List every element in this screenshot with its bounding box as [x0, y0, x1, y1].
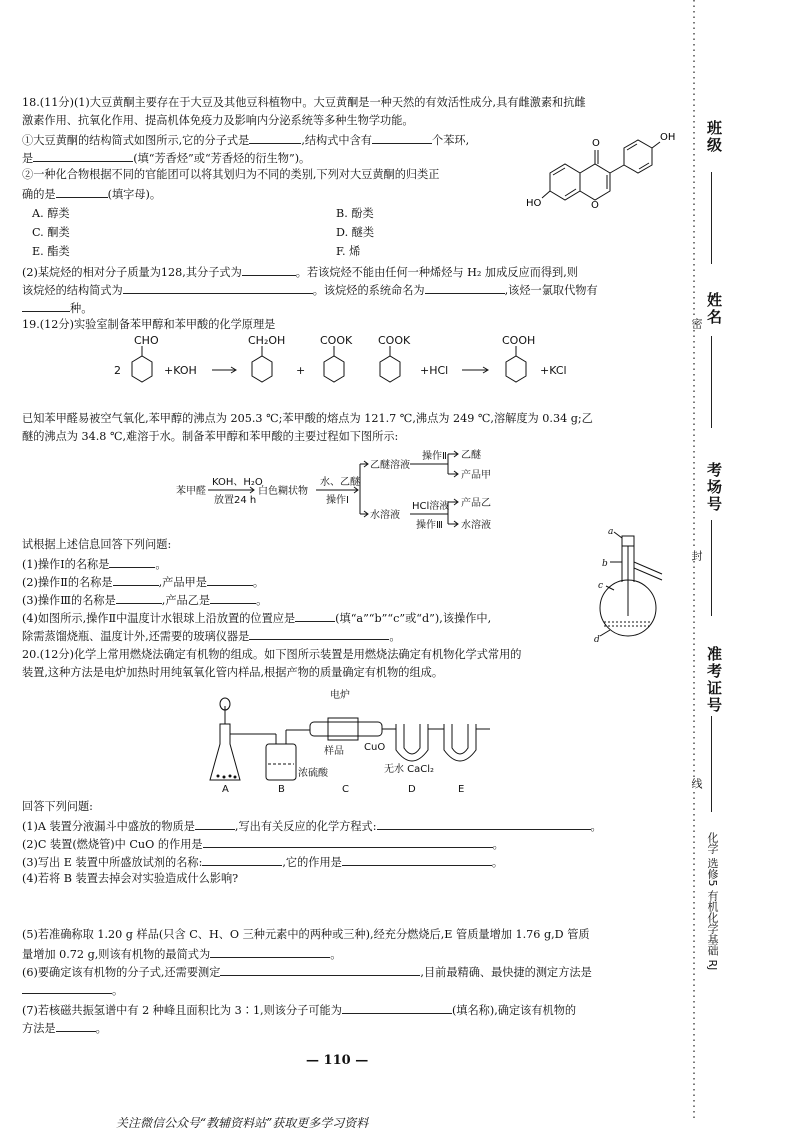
flow-ether: 乙醚	[461, 450, 481, 461]
side-seal-3: 线	[690, 778, 703, 789]
eq-plus: +	[296, 364, 306, 377]
q18-part2-line: ②一种化合物根据不同的官能团可以将其划归为不同的类别,下列对大豆黄酮的归类正	[22, 168, 440, 181]
flow-op3: 操作Ⅲ	[416, 520, 443, 531]
q19-blank-prod-b[interactable]	[210, 590, 256, 604]
q19-flow-chart	[176, 448, 536, 534]
q20-s7-end: 。	[95, 1022, 107, 1035]
app-label-c: C	[342, 784, 349, 795]
q18-blank-structure[interactable]	[123, 280, 313, 294]
q18-part3-line2	[22, 280, 598, 300]
q18-p2-text-c: (填字母)。	[107, 188, 162, 201]
side-room-line	[711, 520, 712, 616]
q19-s3-text-b: ,产品乙是	[161, 594, 211, 607]
q20-s1-end: 。	[590, 820, 602, 833]
q20-s7-line2	[22, 1018, 107, 1038]
struct-ho-label: HO	[526, 198, 542, 209]
struct-o-label: O	[592, 138, 600, 149]
flow-white-paste: 白色糊状物	[258, 486, 308, 497]
q20-s6-end: 。	[112, 984, 124, 997]
q18-option-e: E. 酯类	[32, 245, 70, 258]
q18-p3-text-f: 种。	[70, 302, 93, 315]
q20-s6-text-b: ,目前最精确、最快捷的测定方法是	[420, 966, 592, 979]
q18-blank-choice[interactable]	[56, 184, 108, 198]
side-room-label: 考场号	[705, 462, 723, 513]
flow-op1-bottom: 操作Ⅰ	[326, 495, 349, 506]
flask-label-d: d	[594, 635, 600, 645]
q19-blank-op2[interactable]	[113, 572, 159, 586]
q20-title-2: 装置,这种方法是电炉加热时用纯氧氧化管内样品,根据产物的质量确定有机物的组成。	[22, 666, 444, 679]
app-acid-label: 浓硫酸	[298, 768, 328, 779]
q19-title: 19.(12分)实验室制备苯甲醇和苯甲酸的化学原理是	[22, 318, 276, 331]
flow-water-solution: 水溶液	[370, 510, 400, 521]
binding-sidebar	[690, 0, 800, 1140]
flow-ether-solution: 乙醚溶液	[370, 460, 410, 471]
eq-koh: +KOH	[164, 364, 197, 377]
q18-p1-text-b: ,结构式中含有	[301, 134, 372, 147]
q19-s4-end: 。	[389, 630, 401, 643]
q18-p1-text-e: (填“芳香烃”或“芳香烃的衍生物”)。	[133, 152, 311, 165]
q19-blank-position[interactable]	[295, 608, 335, 622]
q20-s3-end: 。	[491, 856, 504, 869]
q18-p1-text-d: 是	[22, 152, 34, 165]
flow-hcl-solution: HCl溶液	[412, 501, 450, 512]
eq-cho: CHO	[134, 334, 159, 347]
app-furnace-label: 电炉	[330, 690, 350, 701]
q19-s2-text-b: ,产品甲是	[158, 576, 207, 589]
q20-s7	[22, 1000, 576, 1020]
q18-option-f: F. 烯	[336, 245, 361, 258]
q19-s1	[22, 554, 167, 574]
flow-water-solution-2: 水溶液	[461, 520, 491, 531]
q20-s3	[22, 852, 503, 872]
q19-s4-line2	[22, 626, 401, 646]
q18-blank-rings[interactable]	[372, 130, 432, 144]
struct-oh-label: OH	[660, 132, 676, 143]
footer-text: 关注微信公众号“教辅资料站”获取更多学习资料	[116, 1116, 369, 1130]
q18-intro-2: 激素作用、抗氧化作用、提高机体免疫力及影响内分泌系统等多种生物学功能。	[22, 114, 414, 127]
q19-s1-end: 。	[155, 558, 167, 571]
flow-op2: 操作Ⅱ	[422, 451, 447, 462]
q18-intro: 18.(11分)(1)大豆黄酮主要存在于大豆及其他豆科植物中。大豆黄酮是一种天然的有效活性成分,具有雌激素和抗雌	[22, 96, 586, 109]
q19-s4-text-b: (填“a”“b”“c”或“d”),该操作中,	[335, 612, 492, 625]
side-name-line	[711, 336, 712, 428]
q19-s3-text: (3)操作Ⅲ的名称是	[22, 594, 116, 607]
q18-blank-formula[interactable]	[249, 130, 301, 144]
struct-ring-o-label: O	[591, 200, 599, 211]
q20-s5-end: 。	[330, 948, 342, 961]
q19-s4-text-c: 除需蒸馏烧瓶、温度计外,还需要的玻璃仪器是	[22, 630, 250, 643]
q19-ask: 试根据上述信息回答下列问题:	[22, 538, 172, 551]
side-class-label: 班级	[705, 120, 723, 154]
q18-p3-text-b: 。若该烷烃不能由任何一种烯烃与 H₂ 加成反应而得到,则	[295, 266, 578, 279]
q18-part1-line2	[22, 148, 310, 168]
q18-blank-alkane-formula[interactable]	[242, 262, 296, 276]
q20-s3-text-b: ,它的作用是	[282, 856, 342, 869]
q18-option-d: D. 醚类	[336, 226, 375, 239]
q20-title: 20.(12分)化学上常用燃烧法确定有机物的组成。如下图所示装置是用燃烧法确定有机物化学式常用的	[22, 648, 522, 661]
eq-cook-2: COOK	[378, 334, 411, 347]
q18-option-c: C. 酮类	[32, 226, 70, 239]
app-label-b: B	[278, 784, 285, 795]
q19-s3	[22, 590, 267, 610]
q18-option-b: B. 酚类	[336, 207, 374, 220]
q20-blank-confirm-method[interactable]	[56, 1018, 96, 1032]
q18-part3-line3	[22, 298, 92, 318]
q18-p3-text-a: (2)某烷烃的相对分子质量为128,其分子式为	[22, 266, 242, 279]
app-label-a: A	[222, 784, 229, 795]
eq-cooh: COOH	[502, 334, 536, 347]
app-sample-label: 样品	[324, 746, 344, 757]
eq-ch2oh: CH₂OH	[248, 334, 286, 347]
side-book-title: 化学 选修5 有机化学基础 RJ	[706, 832, 719, 971]
q20-blank-funnel[interactable]	[195, 816, 235, 830]
side-name-label: 姓名	[705, 292, 723, 326]
q20-s4: (4)若将 B 装置去掉会对实验造成什么影响?	[22, 872, 239, 885]
q18-part1-line	[22, 130, 469, 150]
q18-blank-count[interactable]	[22, 298, 70, 312]
app-label-d: D	[408, 784, 416, 795]
q20-s1	[22, 816, 602, 836]
q20-s6-line2	[22, 980, 123, 1000]
q20-s7-text: (7)若核磁共振氢谱中有 2 种峰且面积比为 3∶1,则该分子可能为	[22, 1004, 342, 1017]
q18-blank-name[interactable]	[425, 280, 505, 294]
q20-s2-end: 。	[492, 838, 504, 851]
q19-s3-end: 。	[256, 594, 268, 607]
q20-s3-text: (3)写出 E 装置中所盛放试剂的名称:	[22, 856, 203, 869]
q19-s2-text: (2)操作Ⅱ的名称是	[22, 576, 113, 589]
eq-cook-1: COOK	[320, 334, 353, 347]
q18-p3-text-c: 该烷烃的结构简式为	[22, 284, 123, 297]
side-class-line	[711, 172, 712, 264]
flow-start: 苯甲醛	[176, 486, 206, 497]
q20-blank-reagent[interactable]	[202, 852, 282, 866]
q20-s6	[22, 962, 592, 982]
flow-product-a: 产品甲	[461, 470, 491, 481]
q18-blank-class[interactable]	[33, 148, 133, 162]
q19-reaction-equation	[100, 334, 740, 406]
flask-label-b: b	[602, 559, 608, 569]
q20-blank-equation[interactable]	[377, 816, 591, 830]
q18-p3-text-d: 。该烷烃的系统命名为	[312, 284, 425, 297]
q19-s4	[22, 608, 491, 628]
app-cuo-label: CuO	[364, 742, 386, 753]
q18-part2-line2	[22, 184, 161, 204]
q19-s2-end: 。	[252, 576, 265, 589]
q20-s5-line2	[22, 944, 341, 964]
q20-s6-text: (6)要确定该有机物的分子式,还需要测定	[22, 966, 221, 979]
flask-label-c: c	[598, 581, 604, 591]
eq-coef: 2	[114, 364, 121, 377]
q19-s2	[22, 572, 264, 592]
q19-blank-glassware[interactable]	[249, 626, 389, 640]
q18-p2-text-b: 确的是	[22, 188, 56, 201]
q20-s1-text: (1)A 装置分液漏斗中盛放的物质是	[22, 820, 195, 833]
q20-blank-cuo-role[interactable]	[203, 834, 493, 848]
side-ticket-label: 准考证号	[705, 646, 723, 714]
page-number: — 110 —	[306, 1053, 369, 1068]
q18-part3-line	[22, 262, 578, 282]
q20-s5-text-b: 量增加 0.72 g,则该有机物的最简式为	[22, 948, 211, 961]
distillation-flask-diagram	[592, 528, 682, 648]
q20-s1-text-b: ,写出有关反应的化学方程式:	[234, 820, 377, 833]
side-ticket-line	[711, 716, 712, 812]
side-seal-2: 封	[690, 550, 703, 561]
q19-s4-text: (4)如图所示,操作Ⅱ中温度计水银球上沿放置的位置应是	[22, 612, 296, 625]
q20-blank-molecule[interactable]	[342, 1000, 452, 1014]
q20-apparatus-diagram	[200, 684, 500, 794]
side-seal-1: 密	[690, 318, 703, 329]
flask-label-a: a	[608, 527, 614, 537]
daidzein-structure	[520, 128, 676, 218]
eq-hcl: +HCl	[420, 364, 449, 377]
q20-ask: 回答下列问题:	[22, 800, 93, 813]
q19-blank-op1[interactable]	[109, 554, 155, 568]
q18-p1-text-c: 个苯环,	[432, 134, 470, 147]
q20-s7-text-b: (填名称),确定该有机物的	[451, 1004, 577, 1017]
q20-blank-measure[interactable]	[220, 962, 420, 976]
q20-blank-empirical[interactable]	[210, 944, 330, 958]
app-cacl2-label: 无水 CaCl₂	[384, 764, 435, 775]
q18-p1-text-a: ①大豆黄酮的结构简式如图所示,它的分子式是	[22, 134, 250, 147]
flow-cond-top: KOH、H₂O	[212, 477, 263, 488]
q19-info-2: 醚的沸点为 34.8 ℃,难溶于水。制备苯甲醇和苯甲酸的主要过程如下图所示:	[22, 430, 399, 443]
flow-cond-bottom: 放置24 h	[214, 495, 257, 506]
q20-blank-method[interactable]	[22, 980, 112, 994]
q20-s2	[22, 834, 504, 854]
q20-s2-text: (2)C 装置(燃烧管)中 CuO 的作用是	[22, 838, 203, 851]
app-label-e: E	[458, 784, 465, 795]
q20-s5: (5)若准确称取 1.20 g 样品(只含 C、H、O 三种元素中的两种或三种),经充分燃烧后,E 管质量增加 1.76 g,D 管质	[22, 928, 590, 941]
q18-p3-text-e: ,该烃一氯取代物有	[504, 284, 598, 297]
q19-blank-op3[interactable]	[116, 590, 162, 604]
q18-option-a: A. 醇类	[32, 207, 70, 220]
q19-info-1: 已知苯甲醛易被空气氧化,苯甲醇的沸点为 205.3 ℃;苯甲酸的熔点为 121.7 ℃,沸点为 249 ℃,溶解度为 0.34 g;乙	[22, 412, 593, 425]
q19-blank-prod-a[interactable]	[207, 572, 253, 586]
flow-product-b: 产品乙	[461, 498, 491, 509]
q20-blank-reagent-role[interactable]	[342, 852, 492, 866]
eq-kcl: +KCl	[540, 364, 567, 377]
q19-s1-text: (1)操作Ⅰ的名称是	[22, 558, 110, 571]
q20-s7-text-c: 方法是	[22, 1022, 56, 1035]
flow-op1-top: 水、乙醚	[320, 477, 360, 488]
